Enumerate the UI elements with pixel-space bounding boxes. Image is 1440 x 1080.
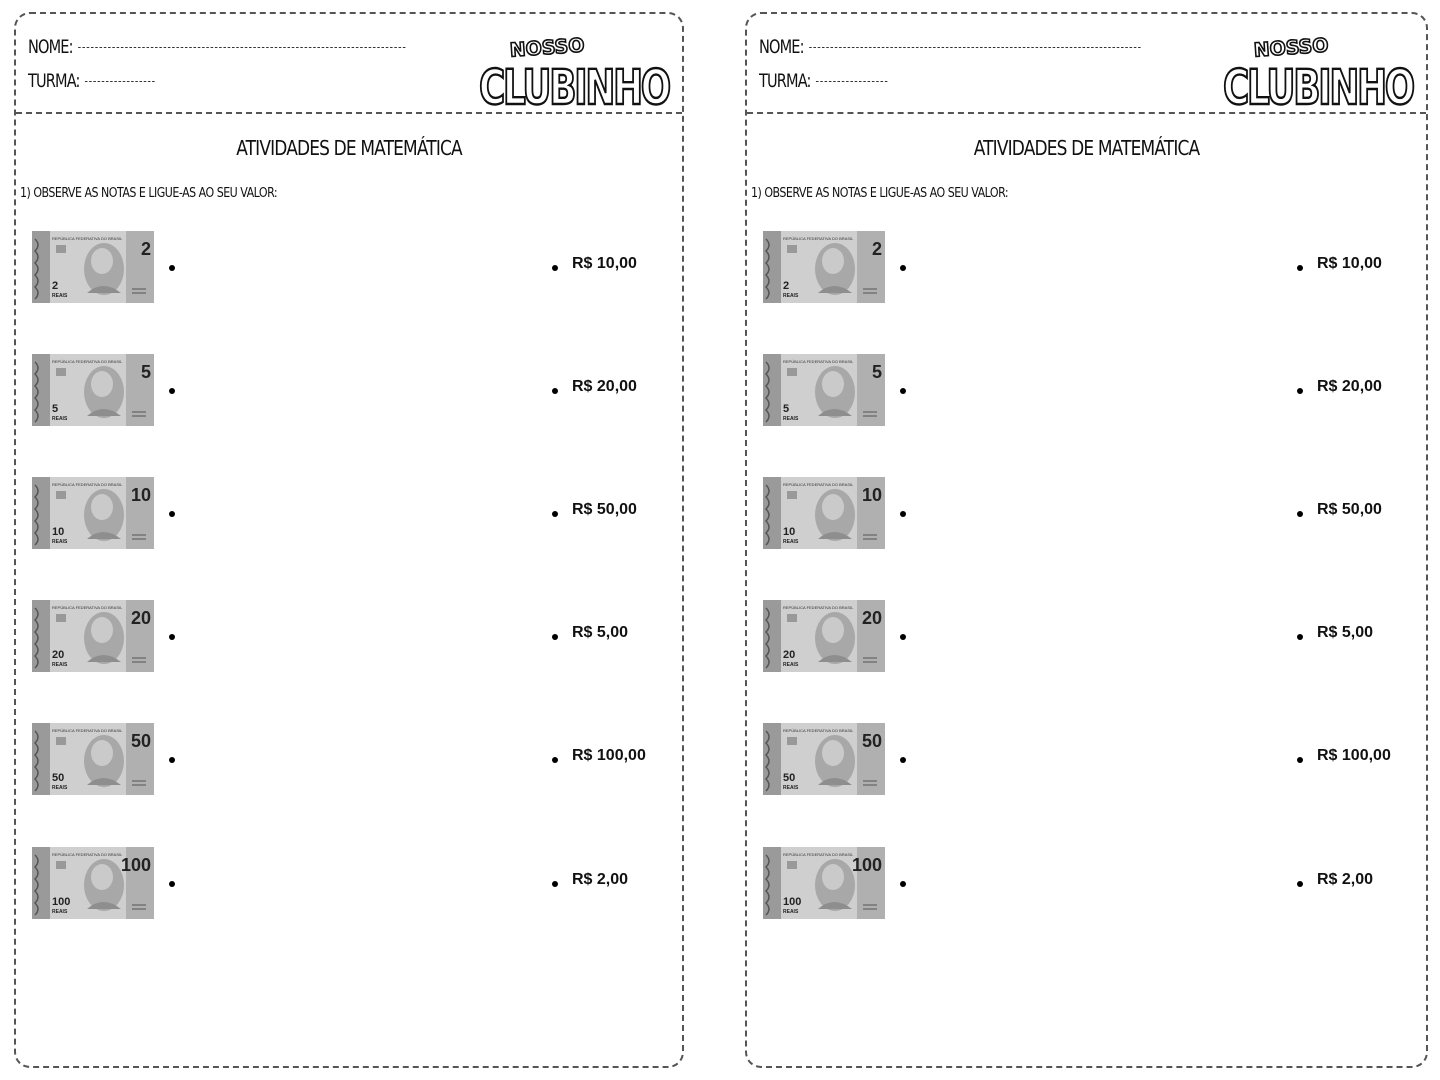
matching-row [16,600,682,674]
matching-row [16,723,682,797]
banknote-image [763,477,885,549]
note-connector-dot[interactable] [900,634,906,640]
value-connector-dot[interactable] [552,634,558,640]
note-connector-dot[interactable] [900,757,906,763]
nome-label: NOME: [759,36,804,58]
banknote-denomination: 10 [130,485,151,505]
note-connector-dot[interactable] [900,511,906,517]
banknote-denomination: 10 [861,485,882,505]
banknote-image [32,354,154,426]
banknote-denomination-small: 10 [783,526,796,538]
banknote-denomination-small: 10 [52,526,65,538]
svg-text:CLUBINHO: CLUBINHO [479,60,670,116]
banknote-denomination: 2 [140,239,151,259]
nome-field [759,36,1140,58]
instruction: 1) OBSERVE AS NOTAS E LIGUE-AS AO SEU VALOR: [20,186,278,201]
note-connector-dot[interactable] [169,634,175,640]
turma-label: TURMA: [759,70,811,92]
value-item [572,747,646,765]
turma-label: TURMA: [28,70,80,92]
matching-row [747,477,1426,551]
value-connector-dot[interactable] [1297,881,1303,887]
value-label: R$ 10,00 [572,255,637,272]
value-label: R$ 2,00 [572,871,629,888]
page-title: ATIVIDADES DE MATEMÁTICA [973,136,1200,160]
nosso-clubinho-logo [477,26,672,114]
value-label: R$ 50,00 [572,501,637,518]
banknote-header: REPÚBLICA FEDERATIVA DO BRASIL [52,359,123,364]
turma-field [759,70,887,92]
banknote-image [32,723,154,795]
instruction: 1) OBSERVE AS NOTAS E LIGUE-AS AO SEU VALOR: [751,186,1009,201]
value-connector-dot[interactable] [1297,634,1303,640]
value-label: R$ 50,00 [1317,501,1382,518]
svg-text:NOSSO: NOSSO [509,34,586,62]
banknote-reais: REAIS [783,785,799,791]
value-item [572,624,628,642]
value-label: R$ 10,00 [1317,255,1382,272]
value-label: R$ 5,00 [1317,624,1374,641]
banknote-reais: REAIS [783,662,799,668]
value-label: R$ 2,00 [1317,871,1374,888]
banknote-reais: REAIS [52,785,68,791]
value-connector-dot[interactable] [1297,388,1303,394]
note-connector-dot[interactable] [169,511,175,517]
turma-field [28,70,154,92]
banknote-image [763,847,885,919]
nome-blank-line[interactable] [809,47,1140,48]
note-connector-dot[interactable] [900,881,906,887]
banknote-image [32,477,154,549]
banknote-denomination-small: 5 [52,403,59,415]
matching-row [747,354,1426,428]
banknote-reais: REAIS [52,662,68,668]
nosso-clubinho-logo [1221,26,1416,114]
matching-row [16,231,682,305]
banknote-image [763,600,885,672]
note-connector-dot[interactable] [169,388,175,394]
value-connector-dot[interactable] [552,757,558,763]
svg-text:CLUBINHO: CLUBINHO [1223,60,1414,116]
svg-text:NOSSO: NOSSO [1253,34,1330,62]
banknote-denomination: 20 [130,608,151,628]
worksheet-right [745,12,1428,1068]
banknote-header: REPÚBLICA FEDERATIVA DO BRASIL [52,482,123,487]
turma-blank-line[interactable] [816,81,887,82]
note-connector-dot[interactable] [900,388,906,394]
nome-label: NOME: [28,36,73,58]
value-item [1317,871,1373,889]
banknote-denomination-small: 2 [783,280,790,292]
matching-row [747,723,1426,797]
value-connector-dot[interactable] [552,881,558,887]
value-item [572,378,637,396]
banknote-reais: REAIS [783,909,799,915]
banknote-header: REPÚBLICA FEDERATIVA DO BRASIL [783,852,854,857]
worksheet-left [14,12,684,1068]
nome-blank-line[interactable] [78,47,405,48]
banknote-denomination-small: 20 [783,649,796,661]
banknote-header: REPÚBLICA FEDERATIVA DO BRASIL [52,605,123,610]
value-item [1317,624,1373,642]
banknote-reais: REAIS [783,293,799,299]
banknote-reais: REAIS [52,539,68,545]
matching-row [747,600,1426,674]
note-connector-dot[interactable] [169,265,175,271]
banknote-denomination: 50 [130,731,151,751]
value-item [1317,255,1382,273]
value-label: R$ 100,00 [572,747,646,764]
banknote-image [32,600,154,672]
banknote-header: REPÚBLICA FEDERATIVA DO BRASIL [52,852,123,857]
banknote-image [32,231,154,303]
banknote-denomination-small: 100 [52,896,71,908]
note-connector-dot[interactable] [169,881,175,887]
banknote-reais: REAIS [783,416,799,422]
banknote-denomination: 100 [851,855,882,875]
value-item [1317,747,1391,765]
note-connector-dot[interactable] [169,757,175,763]
value-connector-dot[interactable] [1297,265,1303,271]
banknote-denomination-small: 5 [783,403,790,415]
value-item [1317,501,1382,519]
banknote-denomination-small: 50 [783,772,796,784]
value-label: R$ 20,00 [572,378,637,395]
matching-row [16,847,682,921]
banknote-denomination-small: 20 [52,649,65,661]
value-label: R$ 100,00 [1317,747,1391,764]
banknote-header: REPÚBLICA FEDERATIVA DO BRASIL [783,482,854,487]
banknote-header: REPÚBLICA FEDERATIVA DO BRASIL [783,359,854,364]
nome-field [28,36,405,58]
matching-row [16,477,682,551]
turma-blank-line[interactable] [85,81,155,82]
banknote-denomination: 2 [871,239,882,259]
value-item [1317,378,1382,396]
banknote-denomination: 20 [861,608,882,628]
banknote-denomination-small: 2 [52,280,59,292]
value-item [572,255,637,273]
banknote-header: REPÚBLICA FEDERATIVA DO BRASIL [783,236,854,241]
banknote-image [763,231,885,303]
banknote-reais: REAIS [52,909,68,915]
banknote-reais: REAIS [52,416,68,422]
banknote-reais: REAIS [783,539,799,545]
matching-row [16,354,682,428]
value-connector-dot[interactable] [1297,757,1303,763]
value-connector-dot[interactable] [552,265,558,271]
banknote-header: REPÚBLICA FEDERATIVA DO BRASIL [52,728,123,733]
note-connector-dot[interactable] [900,265,906,271]
banknote-denomination: 5 [871,362,882,382]
banknote-header: REPÚBLICA FEDERATIVA DO BRASIL [783,728,854,733]
value-label: R$ 20,00 [1317,378,1382,395]
banknote-reais: REAIS [52,293,68,299]
banknote-image [32,847,154,919]
worksheet-header [747,14,1426,114]
value-connector-dot[interactable] [552,511,558,517]
banknote-header: REPÚBLICA FEDERATIVA DO BRASIL [52,236,123,241]
banknote-denomination: 5 [140,362,151,382]
banknote-image [763,723,885,795]
banknote-header: REPÚBLICA FEDERATIVA DO BRASIL [783,605,854,610]
value-item [572,501,637,519]
banknote-image [763,354,885,426]
banknote-denomination-small: 50 [52,772,65,784]
banknote-denomination: 100 [120,855,151,875]
value-connector-dot[interactable] [1297,511,1303,517]
value-label: R$ 5,00 [572,624,629,641]
value-connector-dot[interactable] [552,388,558,394]
worksheet-header [16,14,682,114]
page-title: ATIVIDADES DE MATEMÁTICA [236,136,462,160]
value-item [572,871,628,889]
matching-row [747,847,1426,921]
banknote-denomination-small: 100 [783,896,802,908]
banknote-denomination: 50 [861,731,882,751]
matching-row [747,231,1426,305]
